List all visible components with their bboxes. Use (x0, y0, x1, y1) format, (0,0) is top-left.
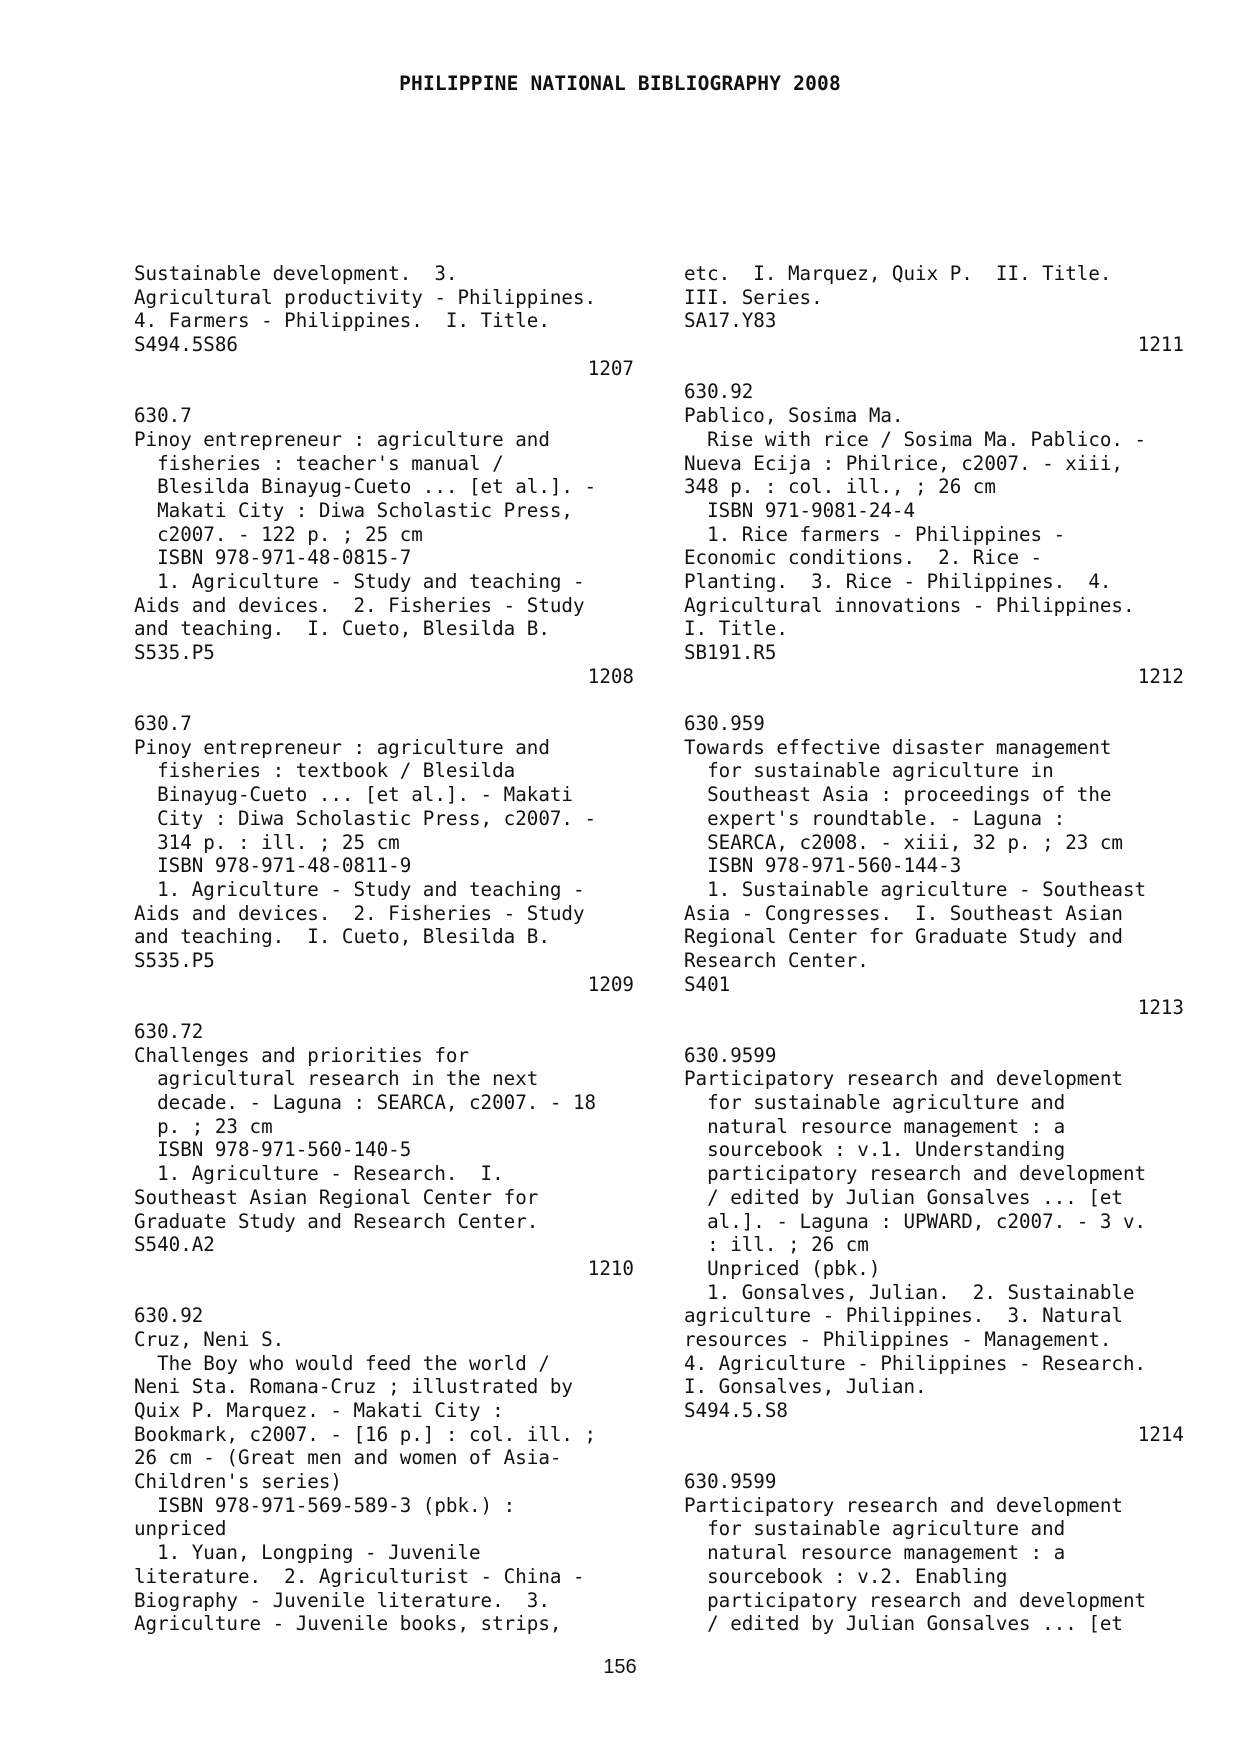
entry-line: I. Gonsalves, Julian. (684, 1375, 927, 1399)
entry-line: SA17.Y83 (684, 309, 777, 333)
entry-spacer (134, 688, 634, 712)
entry-line: and teaching. I. Cueto, Blesilda B. (134, 925, 550, 949)
entry-spacer (134, 996, 634, 1020)
entry-number: 1211 (1137, 333, 1184, 357)
entry-line: S540.A2 (134, 1233, 215, 1257)
entry-line: Binayug-Cueto ... [et al.]. - Makati (134, 783, 573, 807)
entry-spacer (684, 1020, 1184, 1044)
entry-line: Research Center. (684, 948, 869, 972)
entry-line: Towards effective disaster management (684, 735, 1112, 759)
entry-line: SEARCA, c2008. - xiii, 32 p. ; 23 cm (684, 830, 1123, 854)
bibliography-entry (134, 712, 634, 996)
bibliography-entry (684, 712, 1184, 1020)
entry-line: 630.9599 (684, 1043, 777, 1067)
entry-line: Agricultural productivity - Philippines. (134, 285, 597, 309)
entry-line: Nueva Ecija : Philrice, c2007. - xiii, (684, 451, 1123, 475)
entry-line: decade. - Laguna : SEARCA, c2007. - 18 (134, 1091, 597, 1115)
entry-line: Rise with rice / Sosima Ma. Pablico. - (684, 427, 1147, 451)
entry-line: 630.7 (134, 712, 192, 736)
bibliography-entry (134, 1304, 634, 1636)
entry-line: Quix P. Marquez. - Makati City : (134, 1399, 504, 1422)
entry-line: / edited by Julian Gonsalves ... [et (684, 1185, 1123, 1209)
entry-line: p. ; 23 cm (134, 1114, 273, 1138)
entry-line: sourcebook : v.1. Understanding (684, 1138, 1066, 1162)
entry-spacer (684, 1446, 1184, 1470)
entry-line: literature. 2. Agriculturist - China - (134, 1564, 585, 1588)
entry-line: 4. Farmers - Philippines. I. Title. (134, 309, 550, 333)
entry-line: etc. I. Marquez, Quix P. II. Title. (684, 262, 1112, 285)
entry-line: Economic conditions. 2. Rice - (684, 546, 1043, 570)
entry-line: 26 cm - (Great men and women of Asia- (134, 1446, 562, 1470)
entry-line: Unpriced (pbk.) (684, 1256, 881, 1280)
entry-line: for sustainable agriculture and (684, 1091, 1066, 1115)
entry-line: 348 p. : col. ill., ; 26 cm (684, 475, 996, 499)
entry-line: Pablico, Sosima Ma. (684, 404, 904, 428)
entry-line: Graduate Study and Research Center. (134, 1209, 539, 1233)
entry-line: 630.9599 (684, 1470, 777, 1494)
entry-line: Biography - Juvenile literature. 3. (134, 1588, 550, 1612)
entry-line: 630.959 (684, 712, 765, 736)
entry-line: ISBN 978-971-569-589-3 (pbk.) : (134, 1493, 516, 1517)
entry-line: ISBN 971-9081-24-4 (684, 498, 916, 522)
entry-line: S535.P5 (134, 641, 215, 664)
entry-line: ISBN 978-971-48-0815-7 (134, 546, 412, 570)
entry-number: 1214 (1137, 1422, 1184, 1446)
entry-line: for sustainable agriculture in (684, 759, 1054, 783)
entry-line: 1. Agriculture - Study and teaching - (134, 877, 585, 901)
entry-line: Participatory research and development (684, 1493, 1123, 1517)
entry-line: al.]. - Laguna : UPWARD, c2007. - 3 v. (684, 1209, 1147, 1233)
entry-number: 1209 (587, 972, 634, 996)
entry-line: 4. Agriculture - Philippines - Research. (684, 1351, 1147, 1375)
entry-line: 314 p. : ill. ; 25 cm (134, 830, 400, 854)
entry-line: and teaching. I. Cueto, Blesilda B. (134, 617, 550, 641)
entry-line: 630.92 (134, 1304, 204, 1328)
bibliography-entry (684, 1470, 1184, 1636)
entry-line: participatory research and development (684, 1588, 1147, 1612)
entry-line: resources - Philippines - Management. (684, 1327, 1112, 1351)
entry-line: participatory research and development (684, 1162, 1147, 1186)
bibliography-entry (134, 262, 634, 380)
entry-line: Sustainable development. 3. (134, 262, 458, 285)
entry-line: c2007. - 122 p. ; 25 cm (134, 522, 423, 546)
bibliography-entry (684, 262, 1184, 357)
entry-number: 1207 (587, 356, 634, 380)
entry-line: 1. Yuan, Longping - Juvenile (134, 1541, 481, 1565)
entry-line: Southeast Asia : proceedings of the (684, 783, 1112, 807)
entry-line: Participatory research and development (684, 1067, 1123, 1091)
entry-line: fisheries : teacher's manual / (134, 451, 504, 475)
entry-spacer (684, 688, 1184, 712)
left-column (134, 262, 634, 1636)
entry-line: agriculture - Philippines. 3. Natural (684, 1304, 1123, 1328)
entry-line: Agricultural innovations - Philippines. (684, 593, 1135, 617)
entry-line: / edited by Julian Gonsalves ... [et (684, 1612, 1123, 1636)
entry-line: Aids and devices. 2. Fisheries - Study (134, 901, 585, 925)
entry-line: S401 (684, 972, 731, 996)
entry-line: Pinoy entrepreneur : agriculture and (134, 735, 550, 759)
entry-line: City : Diwa Scholastic Press, c2007. - (134, 806, 597, 830)
entry-number: 1208 (587, 664, 634, 688)
entry-line: Bookmark, c2007. - [16 p.] : col. ill. ; (134, 1422, 597, 1446)
entry-spacer (684, 357, 1184, 381)
page-header-title: PHILIPPINE NATIONAL BIBLIOGRAPHY 2008 (399, 72, 841, 95)
entry-line: fisheries : textbook / Blesilda (134, 759, 516, 783)
entry-line: sourcebook : v.2. Enabling (684, 1564, 1008, 1588)
entry-line: Makati City : Diwa Scholastic Press, (134, 498, 573, 522)
entry-line: Southeast Asian Regional Center for (134, 1185, 539, 1209)
entry-line: SB191.R5 (684, 641, 777, 664)
entry-line: for sustainable agriculture and (684, 1517, 1066, 1541)
entry-line: Cruz, Neni S. (134, 1327, 285, 1351)
entry-number: 1210 (587, 1256, 634, 1280)
entry-line: S494.5.S8 (684, 1399, 788, 1422)
bibliography-entry (134, 404, 634, 688)
entry-line: expert's roundtable. - Laguna : (684, 806, 1066, 830)
entry-line: S494.5S86 (134, 333, 238, 357)
entry-line: I. Title. (684, 617, 788, 641)
bibliography-entry (684, 1044, 1184, 1447)
entry-line: 1. Rice farmers - Philippines - (684, 522, 1066, 546)
entry-line: natural resource management : a (684, 1114, 1066, 1138)
entry-line: 1. Agriculture - Research. I. (134, 1162, 504, 1186)
entry-line: S535.P5 (134, 948, 215, 972)
entry-line: natural resource management : a (684, 1541, 1066, 1565)
entry-number: 1213 (1137, 996, 1184, 1020)
entry-line: The Boy who would feed the world / (134, 1351, 550, 1375)
entry-line: unpriced (134, 1517, 227, 1541)
entry-line: Aids and devices. 2. Fisheries - Study (134, 593, 585, 617)
entry-line: Blesilda Binayug-Cueto ... [et al.]. - (134, 475, 597, 499)
entry-line: 1. Agriculture - Study and teaching - (134, 569, 585, 593)
entry-line: Pinoy entrepreneur : agriculture and (134, 427, 550, 451)
entry-line: Asia - Congresses. I. Southeast Asian (684, 901, 1123, 925)
entry-line: Challenges and priorities for (134, 1043, 470, 1067)
entry-line: III. Series. (684, 285, 823, 309)
page-number: 156 (603, 1656, 637, 1678)
entry-line: 630.7 (134, 404, 192, 428)
entry-line: : ill. ; 26 cm (684, 1233, 869, 1257)
right-column (684, 262, 1184, 1636)
entry-line: 630.92 (684, 380, 754, 404)
entry-line: ISBN 978-971-560-144-3 (684, 854, 962, 878)
entry-line: 630.72 (134, 1020, 204, 1043)
entry-line: Children's series) (134, 1470, 342, 1494)
bibliography-entry (684, 380, 1184, 688)
entry-spacer (134, 380, 634, 404)
entry-line: Regional Center for Graduate Study and (684, 925, 1123, 949)
bibliography-entry (134, 1020, 634, 1281)
entry-line: Neni Sta. Romana-Cruz ; illustrated by (134, 1375, 573, 1399)
entry-line: ISBN 978-971-48-0811-9 (134, 854, 412, 878)
entry-line: Planting. 3. Rice - Philippines. 4. (684, 569, 1112, 593)
entry-number: 1212 (1137, 664, 1184, 688)
entry-line: Agriculture - Juvenile books, strips, (134, 1612, 562, 1636)
entry-line: agricultural research in the next (134, 1067, 539, 1091)
entry-line: 1. Sustainable agriculture - Southeast (684, 877, 1147, 901)
entry-spacer (134, 1281, 634, 1305)
entry-line: 1. Gonsalves, Julian. 2. Sustainable (684, 1280, 1135, 1304)
entry-line: ISBN 978-971-560-140-5 (134, 1138, 412, 1162)
